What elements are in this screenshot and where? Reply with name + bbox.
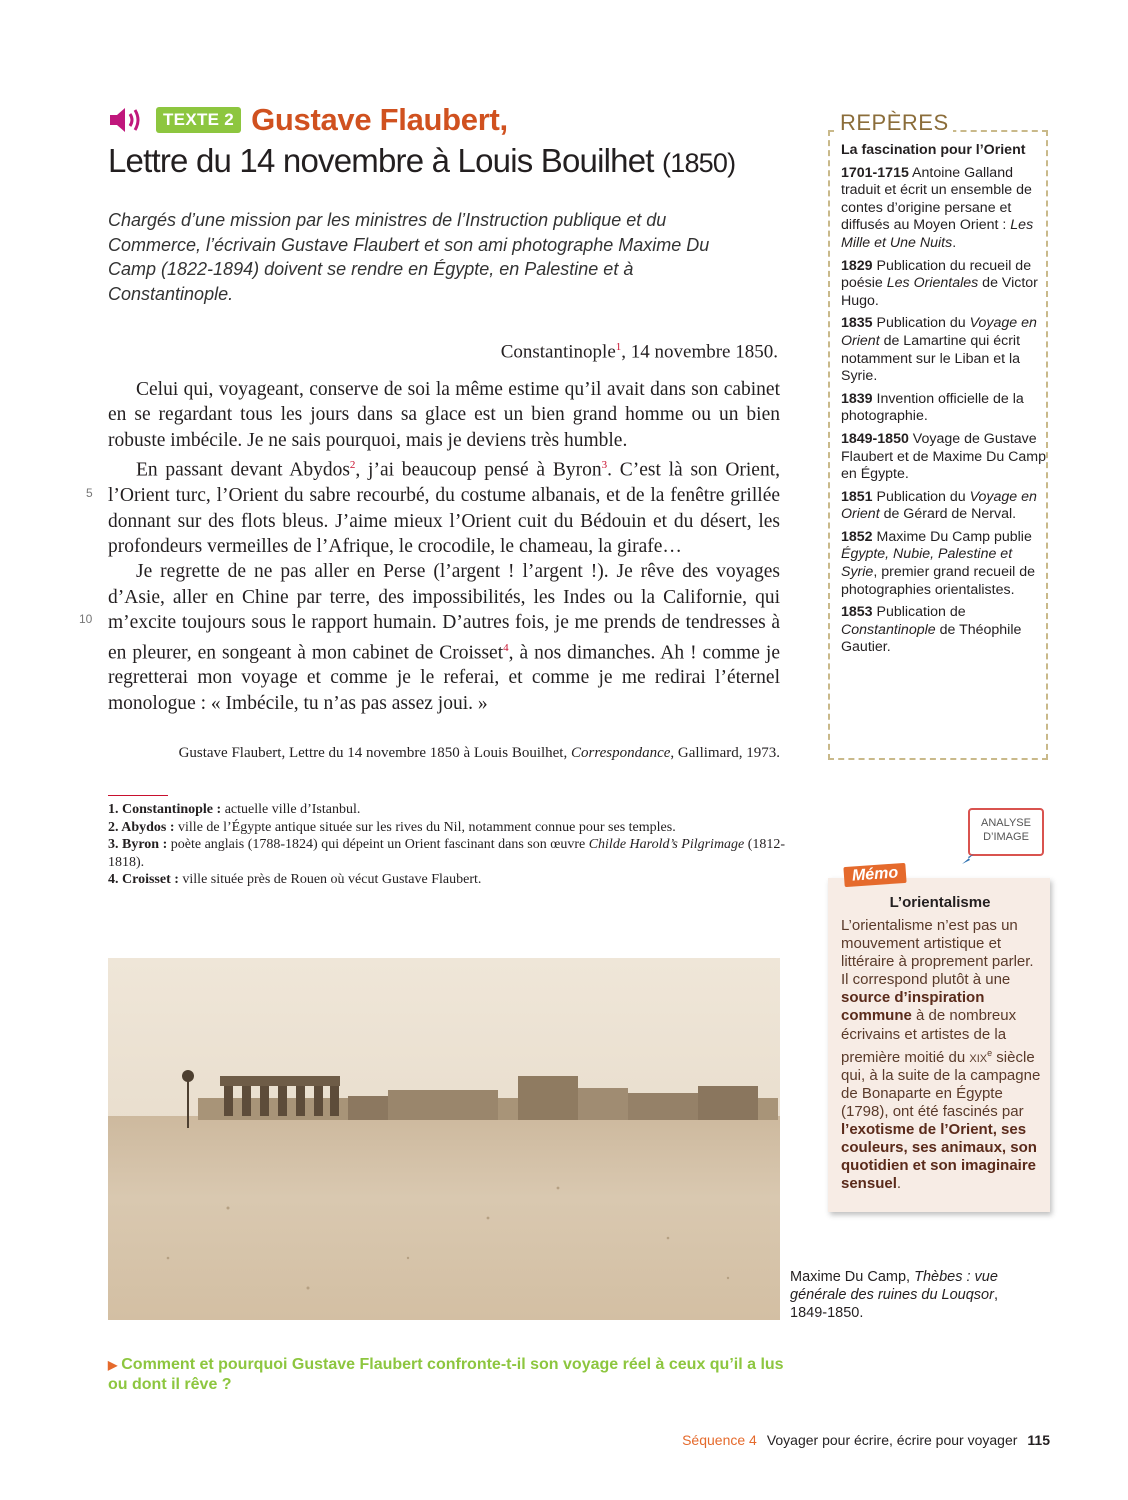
photo-thebes-ruins[interactable]: [108, 958, 780, 1320]
page-title: [108, 142, 735, 180]
footnote-3: 3. Byron : poète anglais (1788-1824) qui dépeint un Orient fascinant dans son œuvre Childe Harold’s Pilgrimage (1812-1818).: [108, 837, 786, 870]
letter-title: Lettre du 14 novembre à Louis Bouilhet: [108, 142, 654, 179]
triangle-icon: ▶: [108, 1358, 118, 1372]
sequence-theme: Voyager pour écrire, écrire pour voyager: [766, 1432, 1018, 1448]
memo-tag: Mémo: [843, 863, 906, 887]
note-ref-1[interactable]: 1: [615, 341, 622, 353]
analyse-image-button[interactable]: ANALYSE D’IMAGE: [968, 808, 1044, 856]
note-ref-2[interactable]: 2: [349, 459, 356, 472]
text-source: Gustave Flaubert, Lettre du 14 novembre 1850 à Louis Bouilhet, Correspondance, Gallimard, 1973.: [178, 745, 780, 761]
reperes-timeline: [841, 142, 1046, 662]
sequence-label: Séquence 4: [682, 1432, 757, 1448]
footnote-4: 4. Croisset : ville située près de Rouen où vécut Gustave Flaubert.: [108, 872, 482, 887]
page-number: 115: [1027, 1432, 1050, 1448]
author-name: Gustave Flaubert,: [251, 102, 508, 137]
timeline-item: 1701-1715 Antoine Galland traduit et écrit un ensemble de contes d’origine persane et diffusés au Moyen Orient : Les Mille et Une Nuits.: [841, 164, 1034, 251]
timeline-item: 1839 Invention officielle de la photographie.: [841, 390, 1024, 425]
letter-dateline: Constantinople$^1$, 14 novembre 1850.: [500, 341, 778, 363]
timeline-item: 1849-1850 Voyage de Gustave Flaubert et de Maxime Du Camp en Égypte.: [841, 430, 1047, 483]
photo-caption: Maxime Du Camp, Thèbes : vue générale des ruines du Louqsor, 1849-1850.: [790, 1269, 998, 1321]
study-question: ▶ Comment et pourquoi Gustave Flaubert confronte-t-il son voyage réel à ceux qu’il a lus ou dont il rêve ?: [108, 1356, 784, 1393]
text-header: [108, 100, 508, 140]
letter-paragraph-2: En passant devant Abydos$^2$, j’ai beaucoup pensé à Byron$^3$. C’est là son Orient, l’Orient turc, l’Orient du sabre recourbé, du costume albanais, et de la fenêtre grillée donnant sur des flots bleus. J’aime mieux l’Orient cuit du Bédouin et du désert, les profondeurs vermeilles de l’Afrique, le crocodile, le chameau, la girafe…: [108, 459, 781, 557]
note-ref-4[interactable]: 4: [503, 641, 509, 654]
reperes-heading: La fascination pour l’Orient: [841, 142, 1026, 158]
line-number-5: 5: [86, 486, 93, 500]
notes-divider: [108, 795, 168, 796]
note-ref-3[interactable]: 3: [601, 459, 608, 472]
memo-text: L’orientalisme n’est pas un mouvement artistique et littéraire à proprement parler. Il correspond plutôt à une source d’inspiration commune à de nombreux écrivains et artistes de la première moitié du xix$^e$ siècle qui, à la suite de la campagne de Bonaparte en Égypte (1798), ont été fascinés par l’exotisme de l’Orient, ses couleurs, ses animaux, son quotidien et son imaginaire sensuel.: [841, 917, 1041, 1193]
timeline-item: 1835 Publication du Voyage en Orient de Lamartine qui écrit notamment sur le Liban et la Syrie.: [841, 315, 1037, 385]
letter-paragraph-3: Je regrette de ne pas aller en Perse (l’argent ! l’argent !). Je rêve des voyages d’Asie, aller en Chine par terre, des impossibilités, les Indes ou la Californie, qui m’excite toujours sous le rapport humain. D’autres fois, je me prends de tendresses à en pleurer, en songeant à mon cabinet de Croisset$^4$, à nos dimanches. Ah ! comme je regretterai mon voyage et comme je le referai, et comme je me redirai l’éternel monologue : « Imbécile, tu n’as pas assez joui. »: [108, 561, 780, 714]
reperes-title: REPÈRES: [836, 110, 953, 136]
footnote-2: 2. Abydos : ville de l’Égypte antique située sur les rives du Nil, notamment connue pour ses temples.: [108, 819, 676, 835]
line-number-10: 10: [79, 612, 93, 626]
letter-body: [108, 377, 780, 716]
speaker-icon[interactable]: [108, 105, 146, 135]
memo-title: L’orientalisme: [889, 894, 991, 911]
timeline-item: 1829 Publication du recueil de poésie Les Orientales de Victor Hugo.: [841, 257, 1038, 309]
text-number-badge: TEXTE 2: [156, 107, 241, 133]
timeline-item: 1851 Publication du Voyage en Orient de Gérard de Nerval.: [841, 488, 1037, 523]
timeline-item: 1853 Publication de Constantinople de Théophile Gautier.: [841, 604, 1022, 656]
footnote-1: 1. Constantinople : actuelle ville d’Istanbul.: [108, 802, 361, 817]
letter-paragraph-1: Celui qui, voyageant, conserve de soi la même estime qu’il avait dans son cabinet en se regardant tous les jours dans sa glace est un bien grand homme ou un bien robuste imbécile. Je ne sais pourquoi, mais je deviens très humble.: [108, 379, 780, 451]
pointer-arrow-icon: [960, 852, 976, 866]
timeline-item: 1852 Maxime Du Camp publie Égypte, Nubie, Palestine et Syrie, premier grand recueil de photographies orientalistes.: [841, 528, 1035, 598]
intro-paragraph: Chargés d’une mission par les ministres de l’Instruction publique et du Commerce, l’écrivain Gustave Flaubert et son ami photographe Maxime Du Camp (1822-1894) doivent se rendre en Égypte, en Palestine et à Constantinople.: [108, 210, 710, 304]
letter-year: (1850): [662, 148, 736, 178]
footnotes: [108, 801, 788, 889]
page-footer: [600, 1432, 1050, 1448]
